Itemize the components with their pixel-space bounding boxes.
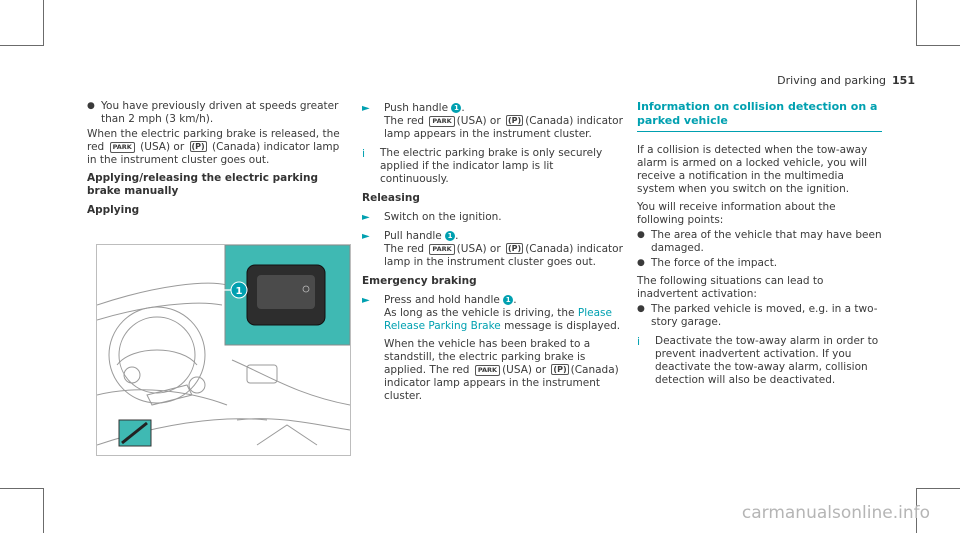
step-arrow-icon: ► (362, 295, 370, 306)
info-icon: i (637, 335, 641, 348)
crop-mark (916, 0, 917, 45)
note: i The electric parking brake is only securely applied if the indicator lamp is lit continuously. (362, 147, 603, 185)
callout-label: 1 (235, 286, 243, 297)
p-symbol-icon: (P) (191, 142, 205, 151)
crop-mark (916, 488, 960, 489)
paragraph: The following situations can lead to inadvertent activation: (637, 275, 824, 300)
bullet-icon: ● (637, 230, 645, 240)
column-left (87, 100, 349, 223)
list-item: ● The area of the vehicle that may have been damaged. (637, 229, 882, 254)
bullet-icon: ● (87, 101, 95, 111)
info-icon: i (362, 147, 366, 160)
step-arrow-icon: ► (362, 231, 370, 242)
crop-mark (0, 488, 44, 489)
p-symbol-icon: (P) (508, 244, 522, 253)
subheading-releasing: Releasing (362, 192, 420, 204)
heading: Applying/releasing the electric parking brake manually (87, 172, 318, 197)
page-number: 151 (892, 74, 915, 87)
step: ► Switch on the ignition. (362, 211, 502, 223)
crop-mark (43, 488, 44, 533)
park-symbol-icon: PARK (110, 142, 135, 153)
park-symbol-icon: PARK (475, 365, 500, 376)
column-right (637, 100, 882, 393)
p-symbol-icon: (P) (553, 365, 567, 374)
step: ► Pull handle 1 . The red PARK (USA) or (P) (Canada) indicator lamp in the instrument cluster goes out. (362, 230, 623, 268)
figure-parking-brake-handle (96, 244, 351, 456)
paragraph: If a collision is detected when the tow-away alarm is armed on a locked vehicle, you will receive a notification in the multimedia system when you switch on the ignition. (637, 144, 868, 195)
illustration (97, 245, 350, 455)
paragraph: When the electric parking brake is released, the red PARK (USA) or (P) (Canada) indicator lamp in the instrument cluster goes out. (87, 128, 340, 166)
step: ► Push handle 1 . The red PARK (USA) or (P) (Canada) indicator lamp appears in the instrument cluster. (362, 102, 623, 140)
bullet-icon: ● (637, 304, 645, 314)
crop-mark (916, 45, 960, 46)
subheading-emergency: Emergency braking (362, 275, 477, 287)
note: i Deactivate the tow-away alarm in order to prevent inadvertent activation. If you deactivate the tow-away alarm, collision detection will also be deactivated. (637, 335, 879, 386)
step-arrow-icon: ► (362, 103, 370, 114)
p-symbol-icon: (P) (508, 116, 522, 125)
column-middle (362, 102, 624, 409)
park-symbol-icon: PARK (429, 244, 454, 255)
callout-1-icon: 1 (445, 231, 455, 241)
list-item: ● The force of the impact. (637, 257, 778, 269)
section-title: Driving and parking (777, 74, 887, 87)
paragraph: You will receive information about the following points: (637, 201, 836, 226)
callout-1-icon: 1 (451, 103, 461, 113)
bullet-icon: ● (637, 258, 645, 268)
step-arrow-icon: ► (362, 212, 370, 223)
watermark: carmanualsonline.info (741, 503, 930, 523)
crop-mark (0, 45, 44, 46)
crop-mark (43, 0, 44, 45)
subheading: Applying (87, 204, 140, 216)
list-item: ● You have previously driven at speeds greater than 2 mph (3 km/h). (87, 100, 339, 125)
display-message: Please Release Parking Brake (384, 307, 612, 332)
park-symbol-icon: PARK (429, 116, 454, 127)
page-header (777, 74, 915, 87)
section-heading: Information on collision detection on a parked vehicle (637, 100, 882, 132)
list-item: ● The parked vehicle is moved, e.g. in a two-story garage. (637, 303, 878, 328)
callout-1-icon: 1 (503, 295, 513, 305)
step: ► Press and hold handle 1 . As long as the vehicle is driving, the Please Release Parking Brake message is displayed. When the vehicle has been braked to a standstill, the electric parking brake is applied. The red PARK (USA) or (P) (Canada) indicator lamp appears in the instrument cluster. (362, 294, 621, 402)
